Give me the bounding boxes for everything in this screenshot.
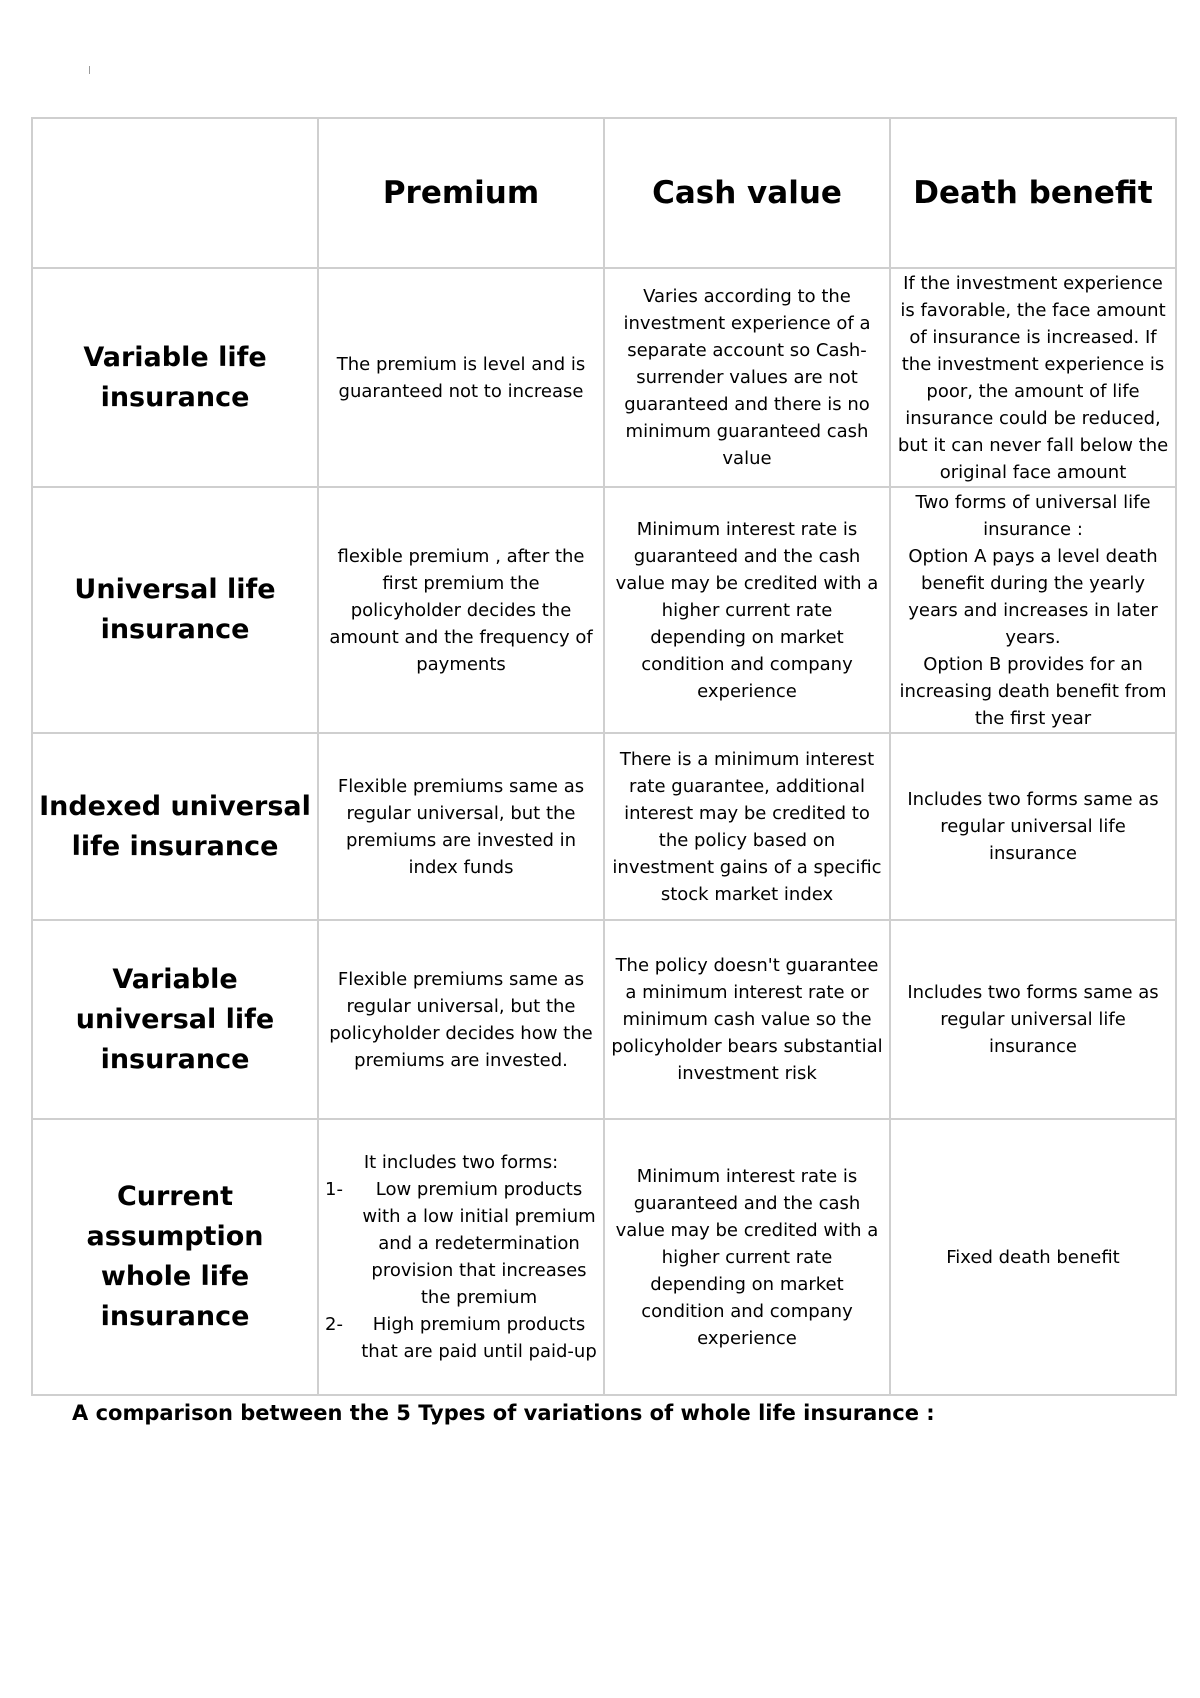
death-benefit-cell: Includes two forms same as regular universal life insurance: [890, 733, 1176, 920]
list-item-number: 1-: [325, 1179, 343, 1200]
table-row: [32, 487, 1176, 733]
row-header-indexed-universal: Indexed universal life insurance: [32, 733, 318, 920]
cash-value-cell: There is a minimum interest rate guarantee, additional interest may be credited to the policy based on investment gains of a specific stock market index: [604, 733, 890, 920]
death-benefit-cell: If the investment experience is favorable, the face amount of insurance is increased. If the investment experience is poor, the amount of life insurance could be reduced, but it can never fall below the original face amount: [890, 268, 1176, 487]
row-header-variable-universal: Variable universal life insurance: [32, 920, 318, 1119]
premium-cell: [318, 1119, 604, 1395]
header-row: [32, 118, 1176, 268]
table-row: [32, 920, 1176, 1119]
list-item-text: High premium products that are paid until paid-up: [361, 1314, 597, 1362]
list-item: [325, 1176, 597, 1311]
cash-value-cell: Minimum interest rate is guaranteed and the cash value may be credited with a higher current rate depending on market condition and company experience: [604, 1119, 890, 1395]
death-benefit-cell: Fixed death benefit: [890, 1119, 1176, 1395]
comparison-table: [31, 117, 1177, 1396]
death-benefit-cell: [890, 487, 1176, 733]
table-row: [32, 1119, 1176, 1395]
table-row: [32, 733, 1176, 920]
premium-cell: Flexible premiums same as regular universal, but the premiums are invested in index funds: [318, 733, 604, 920]
column-header-cash-value: Cash value: [604, 118, 890, 268]
premium-cell: flexible premium , after the first premium the policyholder decides the amount and the frequency of payments: [318, 487, 604, 733]
table-row: [32, 268, 1176, 487]
corner-header: [32, 118, 318, 268]
death-benefit-cell: Includes two forms same as regular universal life insurance: [890, 920, 1176, 1119]
cash-value-cell: The policy doesn't guarantee a minimum interest rate or minimum cash value so the policyholder bears substantial investment risk: [604, 920, 890, 1119]
margin-mark: [89, 66, 90, 74]
list-item: [325, 1311, 597, 1365]
row-header-variable-life: Variable life insurance: [32, 268, 318, 487]
premium-cell: Flexible premiums same as regular universal, but the policyholder decides how the premiums are invested.: [318, 920, 604, 1119]
death-benefit-intro: Two forms of universal life insurance :: [915, 491, 1151, 540]
list-item-text: Low premium products with a low initial premium and a redetermination provision that increases the premium: [362, 1179, 596, 1308]
list-item-number: 2-: [325, 1314, 343, 1335]
row-header-current-assumption: Current assumption whole life insurance: [32, 1119, 318, 1395]
column-header-death-benefit: Death benefit: [890, 118, 1176, 268]
column-header-premium: Premium: [318, 118, 604, 268]
premium-list-intro: It includes two forms:: [363, 1152, 559, 1173]
death-benefit-option-b: Option B provides for an increasing death benefit from the first year: [899, 653, 1167, 729]
cash-value-cell: Varies according to the investment experience of a separate account so Cash-surrender values are not guaranteed and there is no minimum guaranteed cash value: [604, 268, 890, 487]
premium-forms-list: [325, 1176, 597, 1365]
death-benefit-option-a: Option A pays a level death benefit during the yearly years and increases in later years.: [908, 545, 1158, 648]
row-header-universal-life: Universal life insurance: [32, 487, 318, 733]
cash-value-cell: Minimum interest rate is guaranteed and the cash value may be credited with a higher current rate depending on market condition and company experience: [604, 487, 890, 733]
table-caption: A comparison between the 5 Types of variations of whole life insurance :: [72, 1401, 935, 1425]
premium-cell: The premium is level and is guaranteed not to increase: [318, 268, 604, 487]
